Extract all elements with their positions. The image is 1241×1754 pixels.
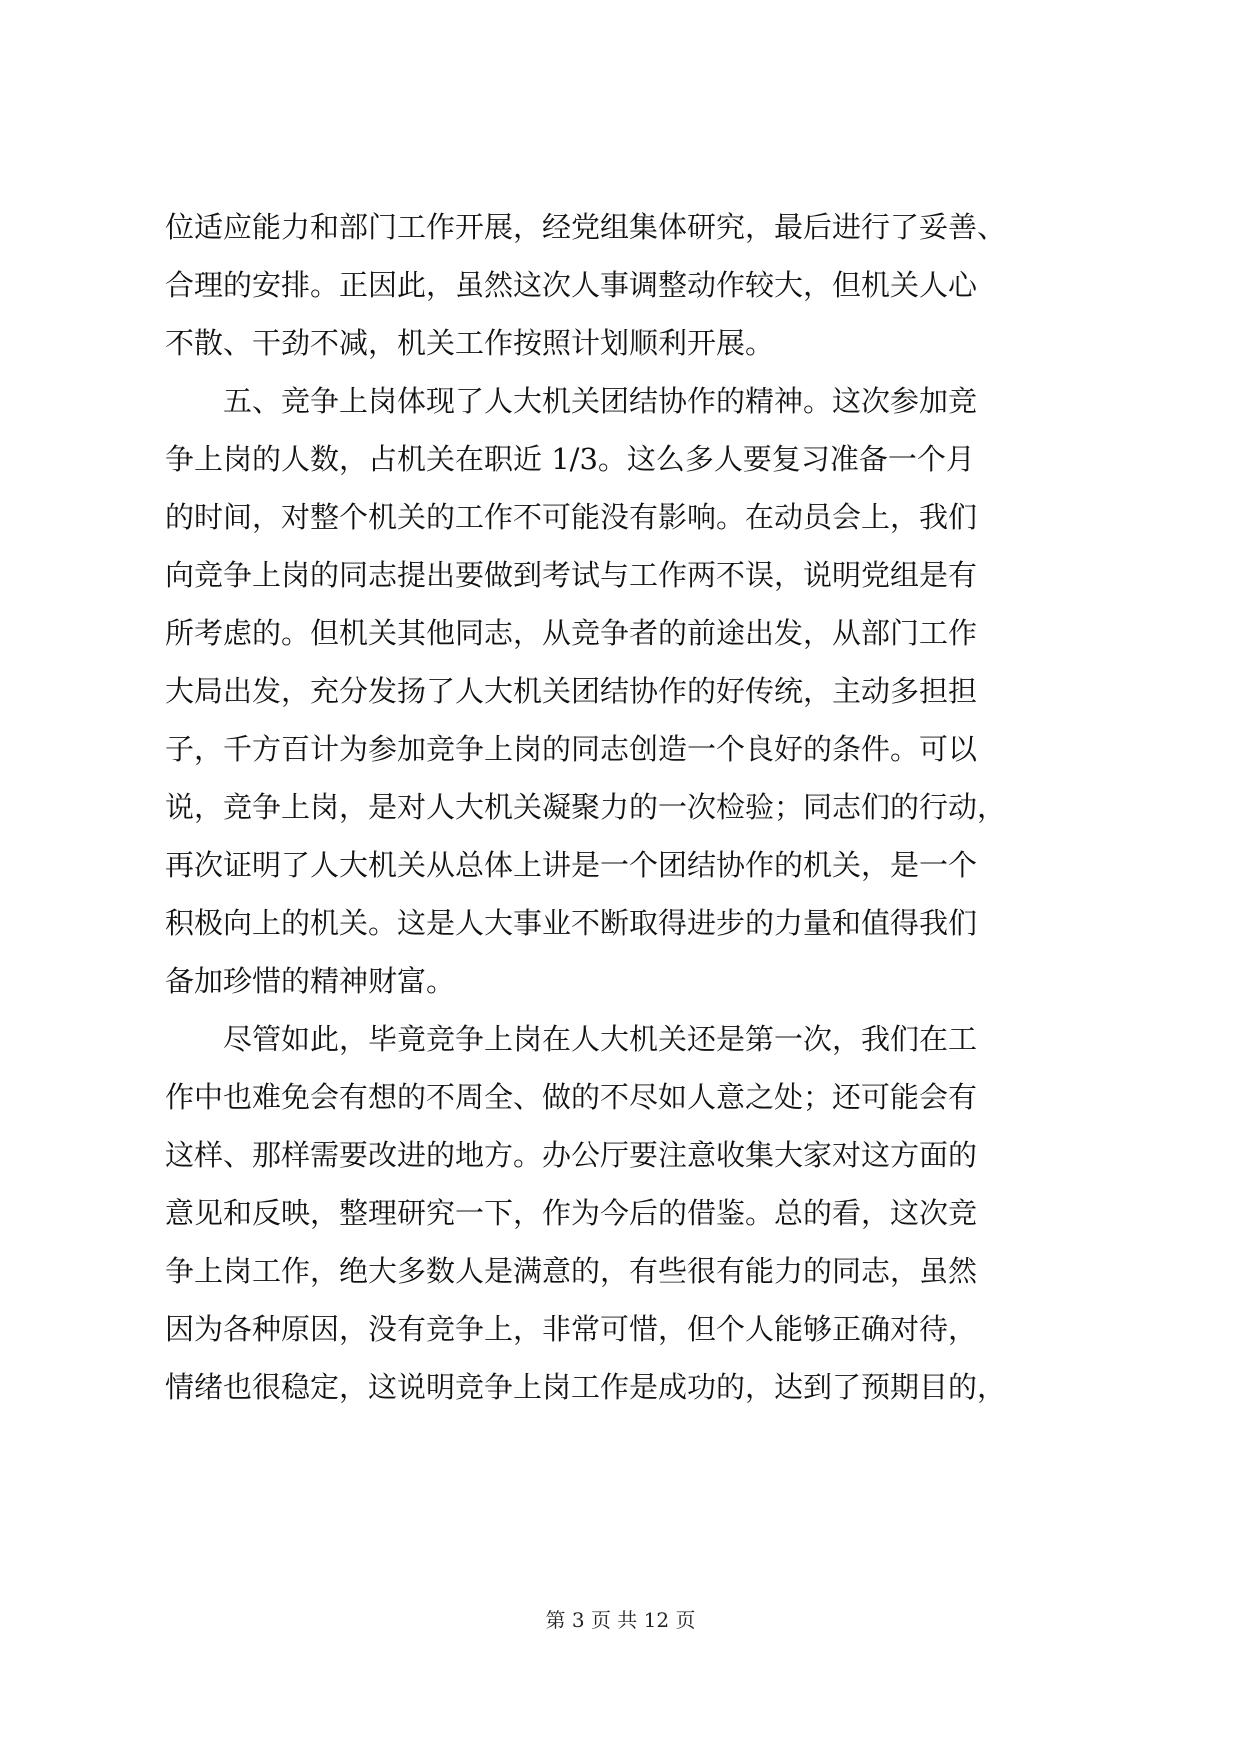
body-text — [165, 198, 1085, 1416]
text-line: 这样、那样需要改进的地方。办公厅要注意收集大家对这方面的 — [165, 1138, 978, 1172]
text-line: 备加珍惜的精神财富。 — [165, 964, 456, 998]
text-line: 子，千方百计为参加竞争上岗的同志创造一个良好的条件。可以 — [165, 732, 978, 766]
text-line: 再次证明了人大机关从总体上讲是一个团结协作的机关，是一个 — [165, 848, 978, 882]
text-line: 争上岗的人数，占机关在职近 1/3。这么多人要复习准备一个月 — [165, 442, 975, 476]
text-line: 位适应能力和部门工作开展，经党组集体研究，最后进行了妥善、 — [165, 210, 1007, 244]
text-line: 的时间，对整个机关的工作不可能没有影响。在动员会上，我们 — [165, 500, 978, 534]
paragraph-start-line: 五、竞争上岗体现了人大机关团结协作的精神。这次参加竞 — [223, 384, 978, 418]
text-line: 大局出发，充分发扬了人大机关团结协作的好传统，主动多担担 — [165, 674, 978, 708]
page-footer — [0, 1606, 1241, 1634]
text-line: 不散、干劲不减，机关工作按照计划顺利开展。 — [165, 326, 775, 360]
page-number-label: 第 3 页 共 12 页 — [545, 1608, 696, 1632]
text-line: 向竞争上岗的同志提出要做到考试与工作两不误，说明党组是有 — [165, 558, 978, 592]
text-line: 积极向上的机关。这是人大事业不断取得进步的力量和值得我们 — [165, 906, 978, 940]
text-line: 合理的安排。正因此，虽然这次人事调整动作较大，但机关人心 — [165, 268, 978, 302]
text-line: 作中也难免会有想的不周全、做的不尽如人意之处；还可能会有 — [165, 1080, 978, 1114]
text-line: 情绪也很稳定，这说明竞争上岗工作是成功的，达到了预期目的， — [165, 1370, 1007, 1404]
text-line: 说，竞争上岗，是对人大机关凝聚力的一次检验；同志们的行动， — [165, 790, 1007, 824]
text-line: 意见和反映，整理研究一下，作为今后的借鉴。总的看，这次竞 — [165, 1196, 978, 1230]
text-line: 所考虑的。但机关其他同志，从竞争者的前途出发，从部门工作 — [165, 616, 978, 650]
text-line: 争上岗工作，绝大多数人是满意的，有些很有能力的同志，虽然 — [165, 1254, 978, 1288]
text-line: 因为各种原因，没有竞争上，非常可惜，但个人能够正确对待， — [165, 1312, 978, 1346]
paragraph-start-line: 尽管如此，毕竟竞争上岗在人大机关还是第一次，我们在工 — [223, 1022, 978, 1056]
